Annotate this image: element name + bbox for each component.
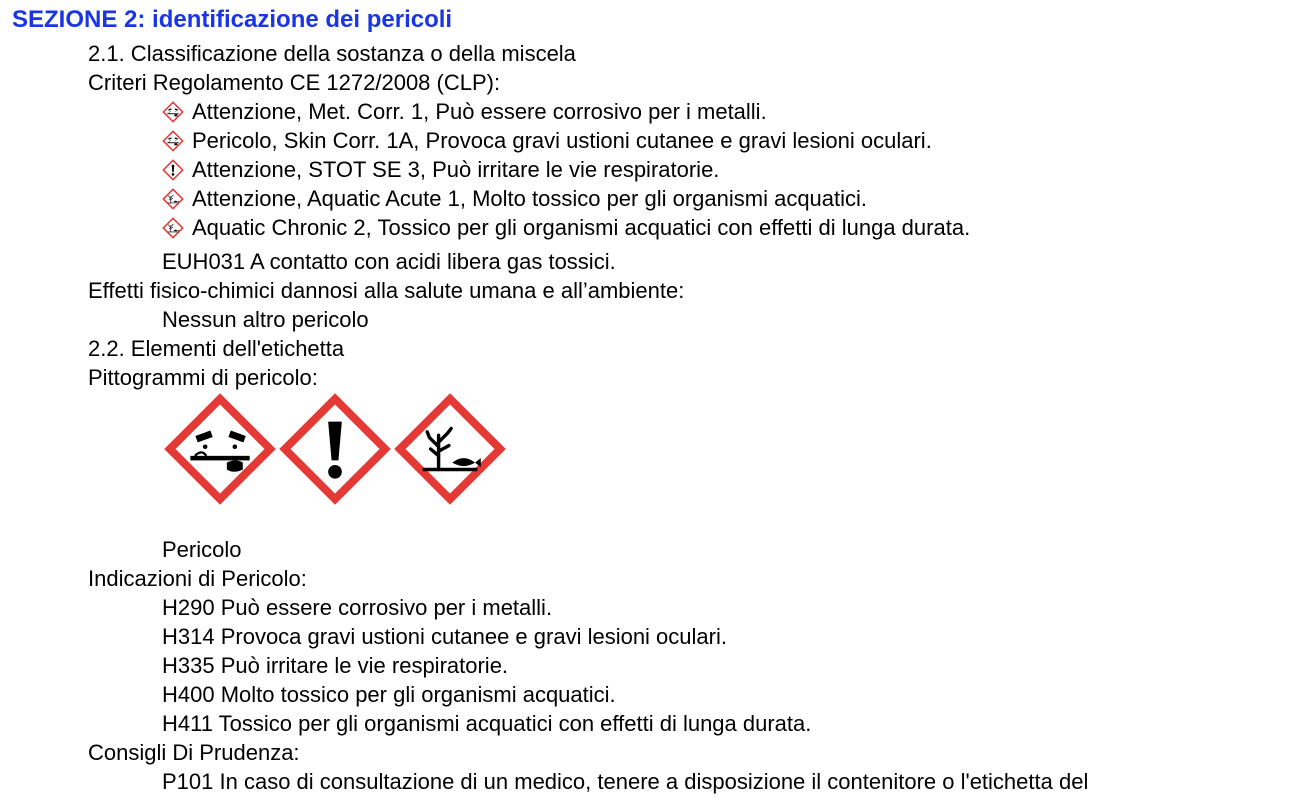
- corrosion-pictogram-icon: [163, 392, 277, 506]
- hazard-statements-label: Indicazioni di Pericolo:: [88, 566, 307, 591]
- environment-icon: [162, 188, 184, 210]
- hazard-statement: H411 Tossico per gli organismi acquatici con effetti di lunga durata.: [162, 711, 812, 736]
- pictogram-row: [163, 392, 508, 506]
- classification-text: Attenzione, STOT SE 3, Può irritare le vie respiratorie.: [192, 157, 720, 182]
- environment-icon: [162, 217, 184, 239]
- clp-criteria-label: Criteri Regolamento CE 1272/2008 (CLP):: [88, 70, 501, 95]
- hazard-statement: H335 Può irritare le vie respiratorie.: [162, 653, 509, 678]
- hazard-statement: H314 Provoca gravi ustioni cutanee e gravi lesioni oculari.: [162, 624, 727, 649]
- classification-text: Attenzione, Aquatic Acute 1, Molto tossico per gli organismi acquatici.: [192, 186, 868, 211]
- classification-item: [162, 155, 719, 184]
- effects-label: Effetti fisico-chimici dannosi alla salute umana e all’ambiente:: [88, 278, 685, 303]
- classification-text: Pericolo, Skin Corr. 1A, Provoca gravi ustioni cutanee e gravi lesioni oculari.: [192, 128, 932, 153]
- corrosion-icon: [162, 101, 184, 123]
- pictograms-label: Pittogrammi di pericolo:: [88, 365, 318, 390]
- precaution-statements-label: Consigli Di Prudenza:: [88, 740, 300, 765]
- hazard-statement: H400 Molto tossico per gli organismi acquatici.: [162, 682, 616, 707]
- euh-statement: EUH031 A contatto con acidi libera gas tossici.: [162, 249, 616, 274]
- exclamation-pictogram-icon: [278, 392, 392, 506]
- classification-item: [162, 97, 767, 126]
- classification-text: Aquatic Chronic 2, Tossico per gli organismi acquatici con effetti di lunga durata.: [192, 215, 971, 240]
- corrosion-icon: [162, 130, 184, 152]
- precaution-statement: P101 In caso di consultazione di un medico, tenere a disposizione il contenitore o l'etichetta del: [162, 769, 1089, 794]
- hazard-statement: H290 Può essere corrosivo per i metalli.: [162, 595, 553, 620]
- section-heading: SEZIONE 2: identificazione dei pericoli: [12, 6, 453, 33]
- exclamation-icon: [162, 159, 184, 181]
- classification-item: [162, 184, 867, 213]
- effects-value: Nessun altro pericolo: [162, 307, 369, 332]
- classification-item: [162, 213, 970, 242]
- subsection-2-2-title: 2.2. Elementi dell'etichetta: [88, 336, 345, 361]
- classification-item: [162, 126, 932, 155]
- environment-pictogram-icon: [393, 392, 507, 506]
- classification-text: Attenzione, Met. Corr. 1, Può essere corrosivo per i metalli.: [192, 99, 767, 124]
- signal-word: Pericolo: [162, 537, 242, 562]
- subsection-2-1-title: 2.1. Classificazione della sostanza o della miscela: [88, 41, 576, 66]
